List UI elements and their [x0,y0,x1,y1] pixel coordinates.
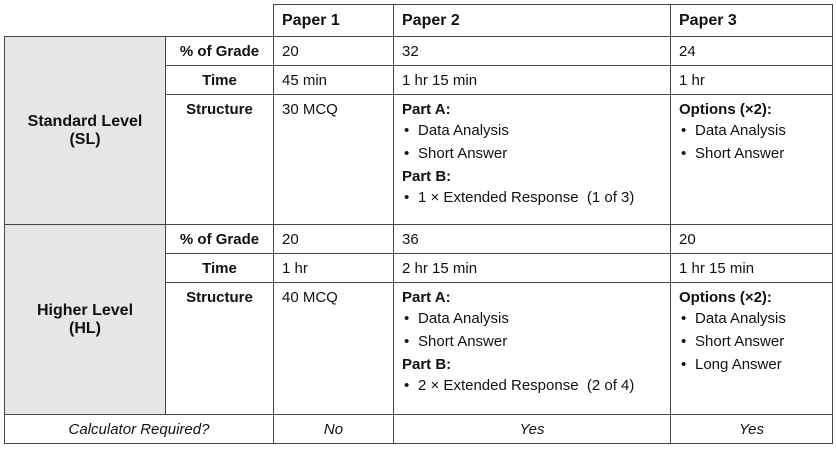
sl-level-abbr: (SL) [69,130,101,148]
hl-grade-p3: 20 [671,225,833,254]
sl-grade-row [5,37,833,66]
hl-grade-p1: 20 [274,225,394,254]
list-item: • Data Analysis [679,122,824,139]
sl-structure-p1: 30 MCQ [274,95,394,225]
hl-structure-p3 [671,283,833,415]
sl-p2-part-b-list [402,189,662,206]
hl-grade-label: % of Grade [166,225,274,254]
sl-time-p2: 1 hr 15 min [394,66,671,95]
sl-p3-list [679,122,824,162]
hl-p2-part-a-list [402,310,662,350]
sl-level-label [5,37,166,225]
hl-p3-options: Options (×2): [679,289,772,306]
sl-structure-label: Structure [166,95,274,225]
hl-structure-label: Structure [166,283,274,415]
hl-time-p2: 2 hr 15 min [394,254,671,283]
sl-grade-label: % of Grade [166,37,274,66]
hl-level-label [5,225,166,415]
header-paper2: Paper 2 [394,5,671,37]
sl-p2-part-a-list [402,122,662,162]
list-item: • Short Answer [679,145,824,162]
list-item: • 2 × Extended Response (2 of 4) [402,377,662,394]
hl-p2-part-a: Part A: [402,289,451,306]
hl-grade-p2: 36 [394,225,671,254]
list-item: • Data Analysis [402,310,662,327]
header-row [5,5,833,37]
list-item: • Long Answer [679,356,824,373]
calculator-p2: Yes [394,415,671,444]
sl-p3-options: Options (×2): [679,101,772,118]
hl-p2-part-b: Part B: [402,356,452,373]
sl-p2-part-b: Part B: [402,168,452,185]
hl-level-name: Higher Level [36,301,134,319]
list-item: • Data Analysis [402,122,662,139]
sl-level-name: Standard Level [27,112,143,130]
calculator-p3: Yes [671,415,833,444]
header-paper3: Paper 3 [671,5,833,37]
hl-structure-p2 [394,283,671,415]
sl-grade-p1: 20 [274,37,394,66]
calculator-p1: No [274,415,394,444]
hl-p2-part-b-list [402,377,662,394]
header-blank-cell [5,5,274,37]
sl-grade-p2: 32 [394,37,671,66]
calculator-row [5,415,833,444]
list-item: • Data Analysis [679,310,824,327]
list-item: • 1 × Extended Response (1 of 3) [402,189,662,206]
exam-structure-table-wrapper [4,4,832,458]
hl-level-abbr: (HL) [69,319,101,337]
hl-p3-list [679,310,824,373]
hl-grade-row [5,225,833,254]
sl-time-p1: 45 min [274,66,394,95]
hl-time-p3: 1 hr 15 min [671,254,833,283]
hl-structure-p1: 40 MCQ [274,283,394,415]
sl-structure-p2 [394,95,671,225]
hl-time-p1: 1 hr [274,254,394,283]
list-item: • Short Answer [402,333,662,350]
hl-time-label: Time [166,254,274,283]
sl-time-p3: 1 hr [671,66,833,95]
list-item: • Short Answer [402,145,662,162]
list-item: • Short Answer [679,333,824,350]
exam-structure-table [4,4,833,444]
sl-grade-p3: 24 [671,37,833,66]
calculator-label: Calculator Required? [5,415,274,444]
header-paper1: Paper 1 [274,5,394,37]
sl-time-label: Time [166,66,274,95]
sl-structure-p3 [671,95,833,225]
sl-p2-part-a: Part A: [402,101,451,118]
